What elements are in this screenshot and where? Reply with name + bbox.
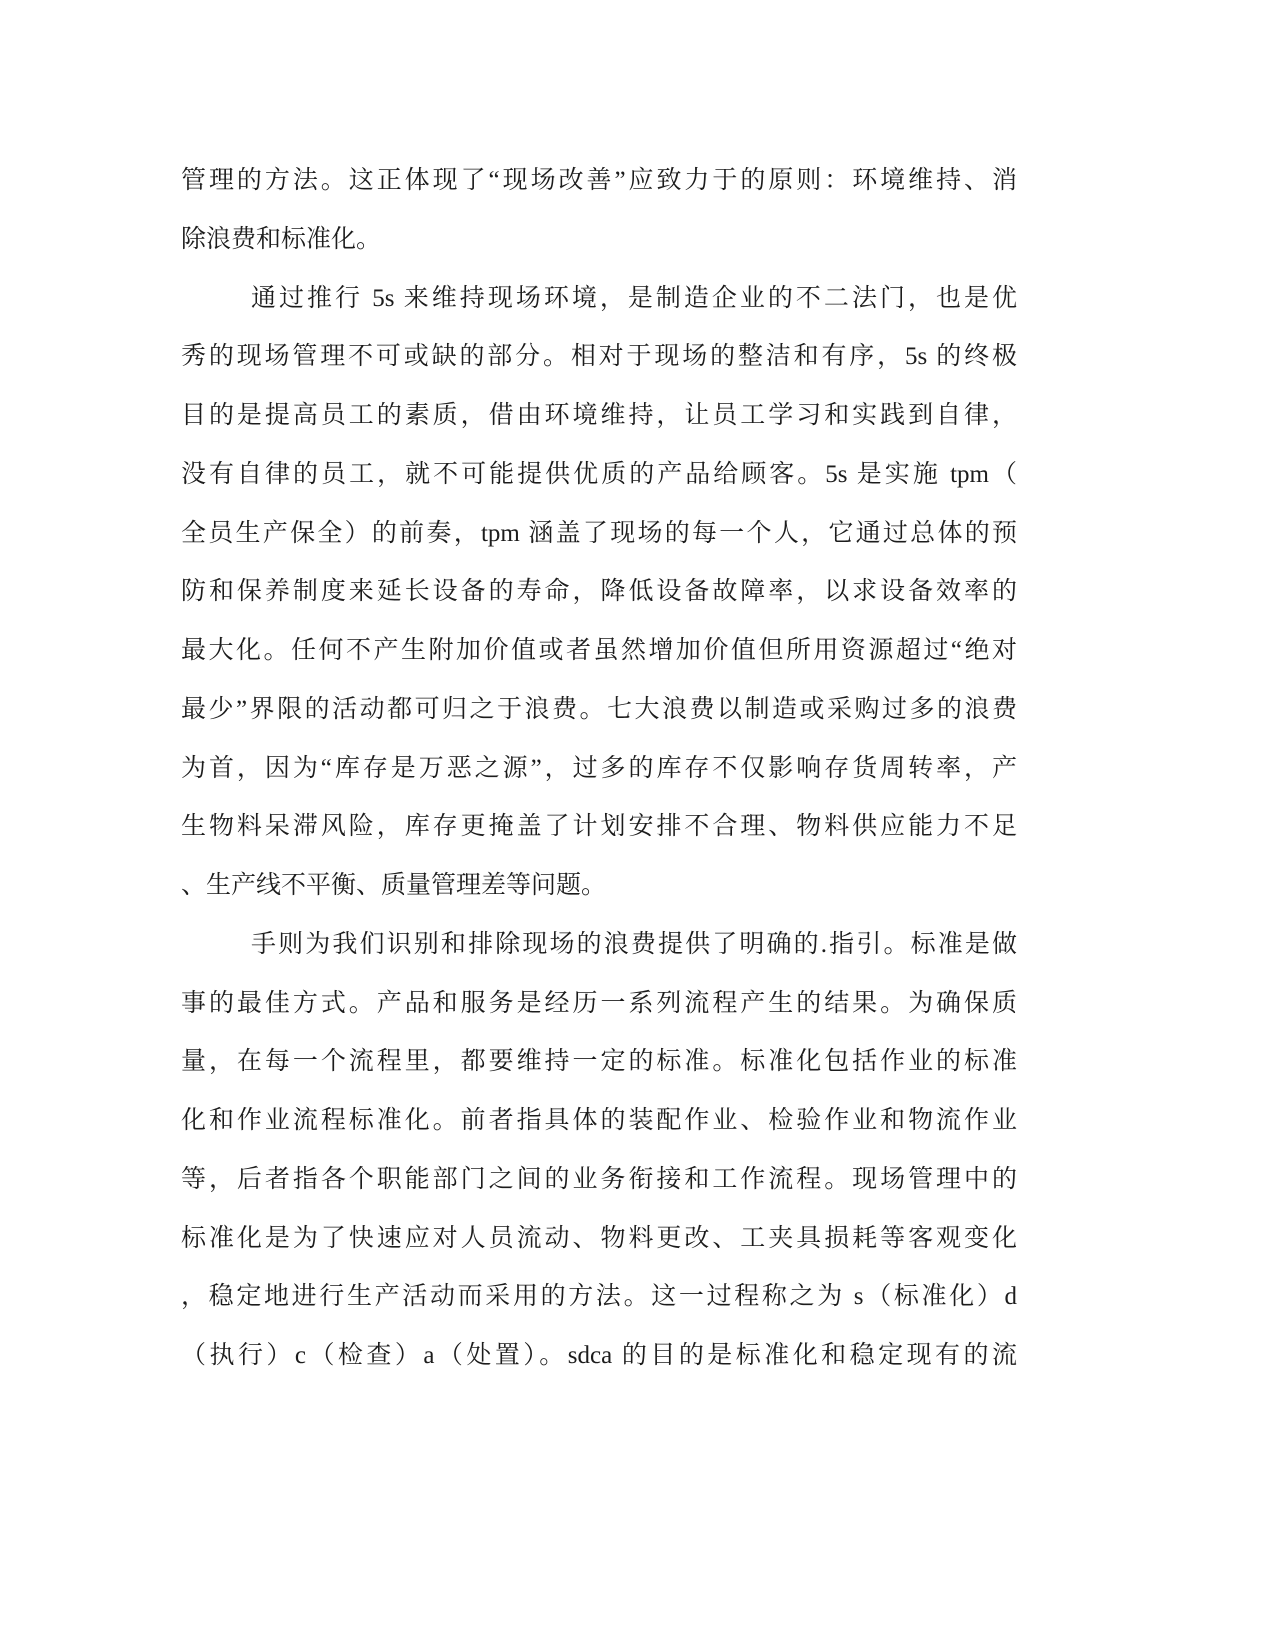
text-line: 化和作业流程标准化。前者指具体的装配作业、检验作业和物流作业 [181, 1107, 1017, 1134]
text-line: 管理的方法。这正体现了“现场改善”应致力于的原则：环境维持、消 [181, 167, 1017, 194]
text-line: 最少”界限的活动都可归之于浪费。七大浪费以制造或采购过多的浪费 [181, 695, 1017, 723]
text-line: （执行）c（检查）a（处置）。sdca 的目的是标准化和稳定现有的流 [181, 1342, 1017, 1369]
text-line: 事的最佳方式。产品和服务是经历一系列流程产生的结果。为确保质 [181, 989, 1017, 1017]
paragraph-continued [181, 152, 1017, 270]
text-line: 除浪费和标准化。 [181, 225, 382, 253]
paragraph-standardization [181, 916, 1017, 1386]
text-line: 通过推行 5s 来维持现场环境，是制造企业的不二法门，也是优 [251, 284, 1017, 312]
text-line: 生物料呆滞风险，库存更掩盖了计划安排不合理、物料供应能力不足 [181, 813, 1017, 841]
text-line: 为首，因为“库存是万恶之源”，过多的库存不仅影响存货周转率，产 [181, 754, 1017, 782]
text-line: ，稳定地进行生产活动而采用的方法。这一过程称之为 s（标准化）d [181, 1283, 1017, 1311]
paragraph-5s [181, 270, 1017, 916]
text-line: 全员生产保全）的前奏，tpm 涵盖了现场的每一个人，它通过总体的预 [181, 519, 1017, 547]
text-line: 标准化是为了快速应对人员流动、物料更改、工夹具损耗等客观变化 [181, 1224, 1017, 1252]
text-line: 秀的现场管理不可或缺的部分。相对于现场的整洁和有序，5s 的终极 [181, 343, 1017, 371]
text-line: 最大化。任何不产生附加价值或者虽然增加价值但所用资源超过“绝对 [181, 637, 1017, 664]
text-line: 、生产线不平衡、质量管理差等问题。 [181, 872, 607, 899]
text-line: 量，在每一个流程里，都要维持一定的标准。标准化包括作业的标准 [181, 1048, 1017, 1076]
text-line: 没有自律的员工，就不可能提供优质的产品给顾客。5s 是实施 tpm（ [181, 460, 1017, 488]
text-line: 防和保养制度来延长设备的寿命，降低设备故障率，以求设备效率的 [181, 578, 1017, 606]
text-line: 等，后者指各个职能部门之间的业务衔接和工作流程。现场管理中的 [181, 1165, 1017, 1193]
document-body [181, 152, 1017, 1386]
text-line: 目的是提高员工的素质，借由环境维持，让员工学习和实践到自律， [181, 402, 1017, 429]
text-line: 手则为我们识别和排除现场的浪费提供了明确的.指引。标准是做 [251, 930, 1017, 958]
